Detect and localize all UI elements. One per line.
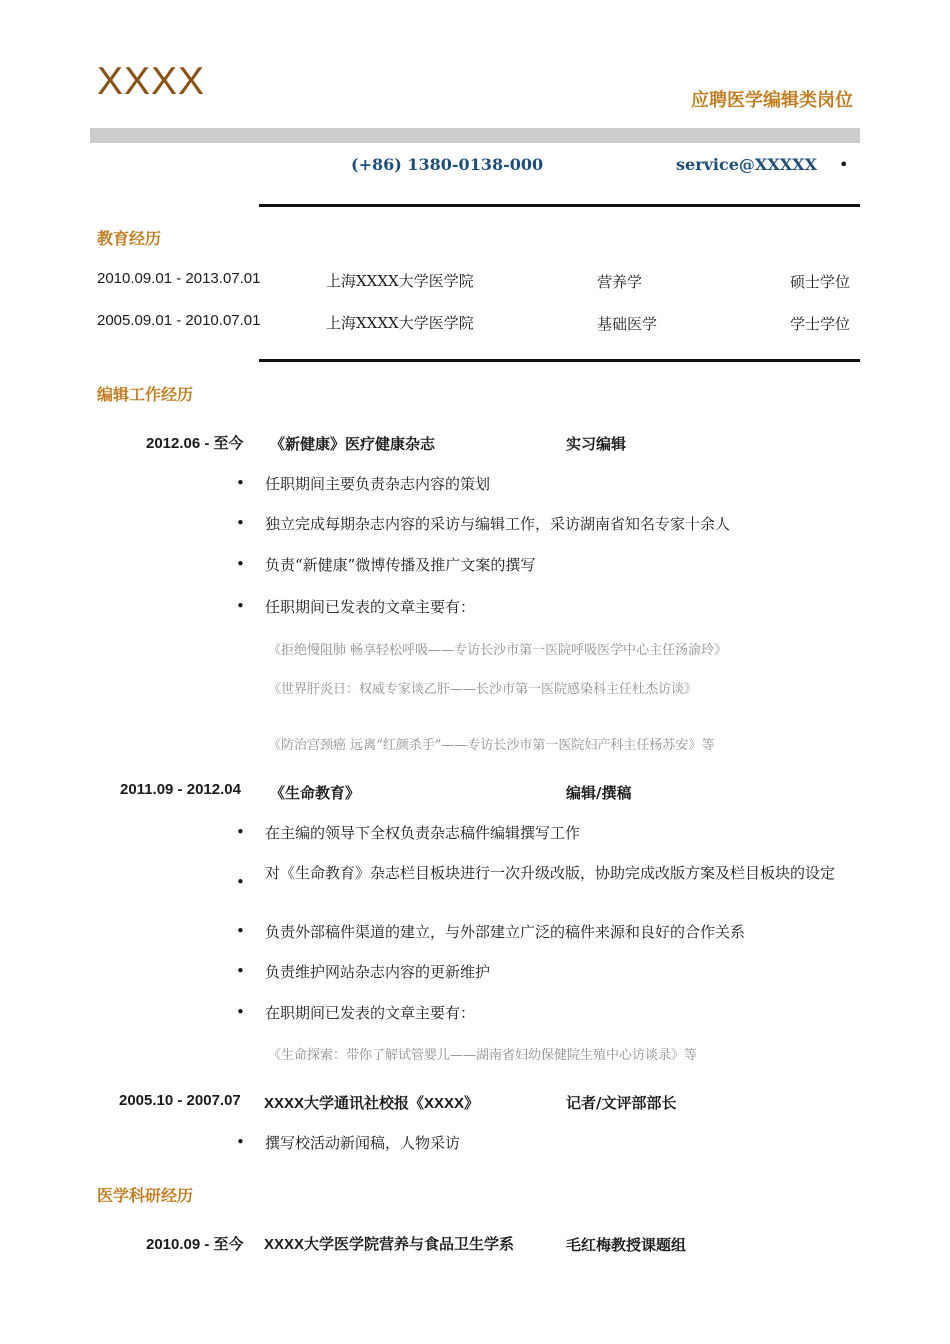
education-degree: 硕士学位 [790,273,851,291]
education-dates: 2010.09.01 - 2013.07.01 [97,270,261,287]
job-duty: 任职期间主要负责杂志内容的策划 [265,475,491,493]
job-dates: 2005.10 - 2007.07 [119,1092,241,1109]
published-article: 《防治宫颈癌 远离“红颜杀手”——专访长沙市第一医院妇产科主任杨苏安》等 [268,738,715,753]
job-organization: 《新健康》医疗健康杂志 [270,435,436,453]
education-school: 上海XXXX大学医学院 [326,272,474,290]
education-major: 营养学 [597,273,643,291]
research-title: 医学科研经历 [97,1186,194,1205]
bullet-icon: • [236,873,245,891]
education-title: 教育经历 [97,229,162,248]
job-duty: 任职期间已发表的文章主要有： [265,598,476,616]
published-article: 《生命探索：带你了解试管婴儿——湖南省妇幼保健院生殖中心访谈录》等 [268,1048,698,1063]
research-dates: 2010.09 - 至今 [146,1236,244,1253]
education-school: 上海XXXX大学医学院 [326,314,474,332]
editorial-title: 编辑工作经历 [97,385,194,404]
published-article: 《拒绝慢阻肺 畅享轻松呼吸——专访长沙市第一医院呼吸医学中心主任汤渝玲》 [268,643,728,658]
research-group: 毛红梅教授课题组 [566,1236,687,1254]
education-major: 基础医学 [597,315,658,333]
applied-position: 应聘医学编辑类岗位 [691,90,853,111]
education-dates: 2005.09.01 - 2010.07.01 [97,312,261,329]
bullet-icon: • [236,1003,245,1021]
job-duty: 在职期间已发表的文章主要有： [265,1004,476,1022]
bullet-icon: • [236,514,245,532]
job-organization: 《生命教育》 [270,784,361,802]
job-duty: 负责外部稿件渠道的建立，与外部建立广泛的稿件来源和良好的合作关系 [265,923,746,941]
job-role: 实习编辑 [566,435,627,453]
phone-number[interactable]: (+86) 1380-0138-000 [351,155,544,174]
email-address[interactable]: service@XXXXX [676,155,817,174]
job-duty: 独立完成每期杂志内容的采访与编辑工作，采访湖南省知名专家十余人 [265,515,731,533]
job-dates: 2012.06 - 至今 [146,435,244,452]
section-divider [259,204,860,207]
education-degree: 学士学位 [790,315,851,333]
job-duty: 对《生命教育》杂志栏目板块进行一次升级改版，协助完成改版方案及栏目板块的设定 [265,864,836,882]
job-duty: 负责维护网站杂志内容的更新维护 [265,963,491,981]
contact-bullet: • [839,155,849,174]
bullet-icon: • [236,555,245,573]
header-divider-bar [90,128,860,143]
research-organization: XXXX大学医学院营养与食品卫生学系 [264,1236,515,1253]
job-duty: 负责“新健康”微博传播及推广文案的撰写 [265,556,536,574]
bullet-icon: • [236,823,245,841]
section-divider [259,359,860,362]
published-article: 《世界肝炎日：权威专家谈乙肝——长沙市第一医院感染科主任杜杰访谈》 [268,682,698,697]
bullet-icon: • [236,962,245,980]
job-role: 编辑/撰稿 [566,784,632,802]
job-duty: 撰写校活动新闻稿，人物采访 [265,1134,461,1152]
job-dates: 2011.09 - 2012.04 [120,781,241,798]
job-role: 记者/文评部部长 [566,1094,677,1112]
job-duty: 在主编的领导下全权负责杂志稿件编辑撰写工作 [265,824,581,842]
bullet-icon: • [236,922,245,940]
bullet-icon: • [236,597,245,615]
job-organization: XXXX大学通讯社校报《XXXX》 [264,1095,480,1112]
bullet-icon: • [236,474,245,492]
candidate-name: XXXX [97,60,206,103]
bullet-icon: • [236,1133,245,1151]
